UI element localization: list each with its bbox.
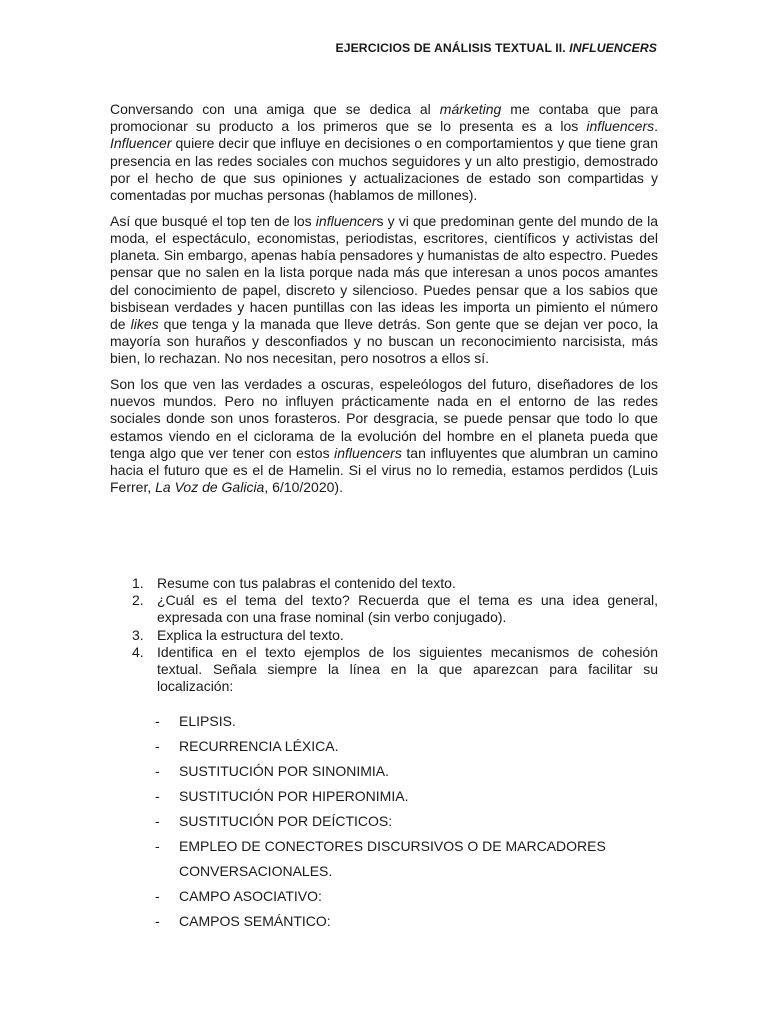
question-text: Resume con tus palabras el contenido del texto. [157,575,456,591]
paragraph [110,213,658,368]
header-title: EJERCICIOS DE ANÁLISIS TEXTUAL II. [335,41,570,55]
mechanism-text: SUSTITUCIÓN POR SINONIMIA. [179,763,390,779]
bullet-dash: - [155,763,160,779]
question-number: 2. [132,592,144,609]
question-item [110,575,658,592]
mechanism-text: SUSTITUCIÓN POR DEÍCTICOS: [179,813,393,829]
text-run: tan influyentes que alumbran un camino hacia el futuro que es el de Hamelin. Si el virus no lo remedia, estamos perdidos (Luis Ferrer, [110,444,658,496]
bullet-dash: - [155,913,160,929]
question-text: Explica la estructura del texto. [157,626,344,643]
header-title-italic: INFLUENCERS [569,41,657,55]
italic-run: influencer [315,212,377,229]
mechanism-item [110,834,658,884]
text-run: , 6/10/2020). [264,479,343,496]
italic-run: influencers [334,444,402,461]
text-run: que tenga y la manada que lleve detrás. Son gente que se dejan ver poco, la mayoría son huraños y desconfiados y no buscan un reconocimiento narcisista, más bien, lo rechazan. No nos necesitan, pero nosotros a ellos sí. [110,315,658,367]
mechanism-text: EMPLEO DE CONECTORES DISCURSIVOS O DE MARCADORES CONVERSACIONALES. [179,838,606,879]
mechanism-list [110,709,658,934]
mechanism-item [110,759,658,784]
bullet-dash: - [155,888,160,904]
mechanism-item [110,809,658,834]
text-run: . [654,118,658,135]
question-item [110,592,658,626]
bullet-dash: - [155,838,160,854]
mechanism-item [110,909,658,934]
mechanism-text: ELIPSIS. [179,713,236,729]
italic-run: Influencer [110,135,172,152]
question-list [110,575,658,695]
question-item [110,627,658,644]
question-number: 3. [132,626,144,643]
text-run: quiere decir que influye en decisiones o en comportamientos y que tiene gran presencia en las redes sociales con muchos seguidores y un alto prestigio, demostrado por el hecho de que sus opiniones y actualizaciones de estado son compartidas y comentadas por muchas personas (hablamos de millones). [110,135,658,204]
text-run: s y vi que predominan gente del mundo de la moda, el espectáculo, economistas, periodistas, escritores, científicos y activistas del planeta. Sin embargo, apenas había pensadores y humanistas de alto espectro. Puedes pensar que no salen en la lista porque nada más que interesan a unos pocos amantes del conocimiento de papel, discreto y silencioso. Puedes pensar que a los sabios que bisbisean verdades y hacen puntillas con las ideas les importa un pimiento el número de [110,212,658,332]
bullet-dash: - [155,813,160,829]
mechanism-item [110,784,658,809]
italic-run: márketing [439,101,502,117]
paragraph [110,101,658,204]
bullet-dash: - [155,738,160,754]
mechanism-item [110,884,658,909]
text-run: Conversando con una amiga que se dedica al [110,101,440,117]
article-body [110,101,658,505]
text-run: Así que busqué el top ten de los [110,212,316,229]
mechanism-text: RECURRENCIA LÉXICA. [179,738,339,754]
bullet-dash: - [155,713,160,729]
italic-run: influencers [586,118,655,135]
question-number: 1. [132,575,144,591]
question-text: Identifica en el texto ejemplos de los siguientes mecanismos de cohesión textual. Señala siempre la línea en la que aparezcan para facilitar su localización: [157,643,658,695]
mechanism-item [110,709,658,734]
text-run: me contaba que para promocionar su producto a los primeros que se lo presenta es a los [110,101,658,135]
bullet-dash: - [155,788,160,804]
document-header [335,41,657,55]
question-item [110,644,658,696]
mechanism-text: SUSTITUCIÓN POR HIPERONIMIA. [179,788,409,804]
italic-run: likes [130,315,159,332]
text-run: Son los que ven las verdades a oscuras, espeleólogos del futuro, diseñadores de los nuevos mundos. Pero no influyen prácticamente nada en el entorno de las redes sociales donde son unos forasteros. Por desgracia, se puede pensar que todo lo que estamos viendo en el ciclorama de la evolución del hombre en el planeta pueda que tenga algo que ver tener con estos [110,376,658,461]
mechanism-text: CAMPOS SEMÁNTICO: [179,913,331,929]
mechanism-item [110,734,658,759]
question-text: ¿Cuál es el tema del texto? Recuerda que el tema es una idea general, expresada con una frase nominal (sin verbo conjugado). [157,592,658,626]
paragraph [110,376,658,496]
question-number: 4. [132,643,144,660]
italic-run: La Voz de Galicia [155,479,265,496]
mechanism-text: CAMPO ASOCIATIVO: [179,888,322,904]
